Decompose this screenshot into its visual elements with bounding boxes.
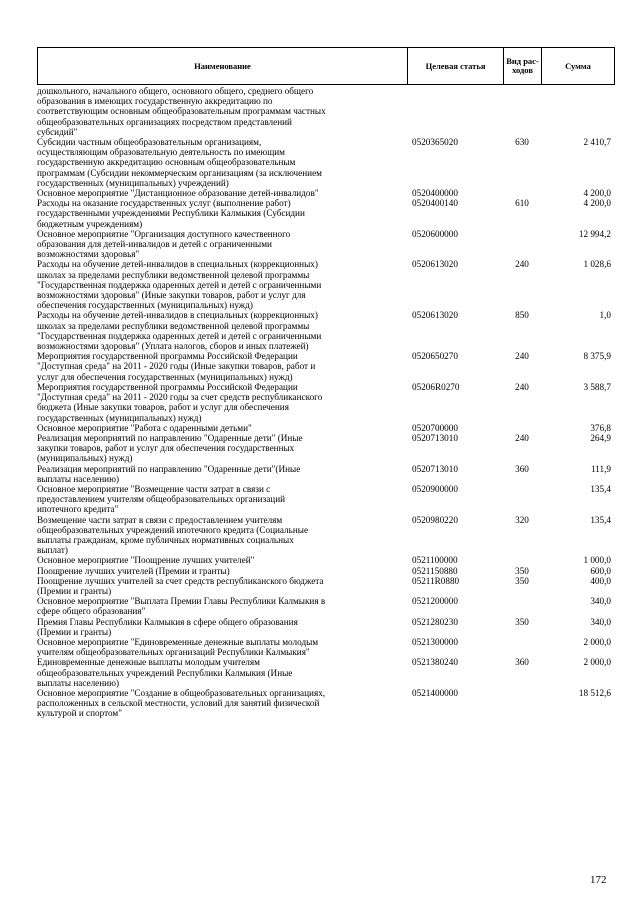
table-row (37, 637, 615, 657)
table-row (37, 464, 615, 484)
row-sum: 4 200,0 (583, 198, 611, 209)
row-sum: 2 410,7 (583, 137, 611, 148)
row-target-article: 0520365020 (412, 137, 458, 148)
table-header (37, 47, 615, 85)
row-name: Поощрение лучших учителей (Премии и гранты) (37, 565, 230, 576)
table-row (37, 555, 615, 565)
page-number: 172 (590, 874, 607, 886)
row-target-article: 0520400140 (412, 198, 458, 209)
table-row (37, 382, 615, 423)
table-row (37, 433, 615, 464)
table-row (37, 423, 615, 433)
row-name: Мероприятия государственной программы Российской Федерации "Доступная среда" на 2011 - 2020 годы (Иные закупки товаров, работ и услуг для обеспечения государственных (муниципальных) нужд) (37, 351, 316, 382)
row-name: Субсидии частным общеобразовательным организациям, осуществляющим образовательную деятельность по имеющим государственную аккредитацию основным общеобразовательным программам (Субсидии некоммерческим организациям (за исключением государственных (муниципальных) учреждений) (37, 137, 322, 188)
table-row (37, 617, 615, 637)
row-sum: 3 588,7 (583, 381, 611, 392)
row-name: Основное мероприятие "Организация доступного качественного образования для детей-инвалидов и детей с ограниченными возможностями здоровья" (37, 228, 291, 260)
row-expense-type: 350 (515, 616, 529, 627)
row-sum: 18 512,6 (578, 687, 611, 698)
row-sum: 340,0 (590, 616, 611, 627)
row-sum: 135,4 (590, 514, 611, 525)
row-sum: 135,4 (590, 483, 611, 494)
table-row (37, 576, 615, 596)
table-row (37, 259, 615, 310)
table-row (37, 688, 615, 719)
row-sum: 111,9 (591, 463, 611, 474)
table-row (37, 86, 615, 137)
row-target-article: 0520600000 (412, 228, 458, 239)
row-expense-type: 610 (515, 198, 529, 209)
row-expense-type: 350 (515, 575, 529, 586)
row-name: Возмещение части затрат в связи с предоставлением учителям общеобразовательных учреждений ипотечного кредита (Социальные выплаты гражданам, кроме публичных нормативных социальных выплат) (37, 514, 309, 556)
row-name: Основное мероприятие "Дистанционное образование детей-инвалидов" (37, 188, 319, 199)
table-row (37, 229, 615, 260)
row-target-article: 0521300000 (412, 636, 458, 647)
row-target-article: 05206R0270 (412, 381, 460, 392)
row-name: Расходы на оказание государственных услуг (выполнение работ) государственными учреждениями Республики Калмыкия (Субсидии бюджетным учреждениям) (37, 198, 305, 229)
header-expense-type: Вид рас-ходов (504, 48, 542, 84)
table-row (37, 198, 615, 229)
header-target-article: Целевая статья (408, 48, 504, 84)
row-sum: 376,8 (590, 422, 611, 433)
row-target-article: 0520613020 (412, 259, 458, 270)
row-name: Единовременные денежные выплаты молодым учителям общеобразовательных учреждений Республики Калмыкия (Иные выплаты населению) (37, 657, 293, 688)
table-row (37, 515, 615, 556)
row-expense-type: 630 (515, 137, 529, 148)
table-row (37, 657, 615, 688)
row-target-article: 0521150880 (412, 565, 458, 576)
row-name: дошкольного, начального общего, основного общего, среднего общего образования в имеющих государственную аккредитацию по соответствующим основным общеобразовательным программам частных общеобразовательных организациях посредством представлений субсидий" (37, 86, 326, 137)
row-target-article: 0520900000 (412, 483, 458, 494)
row-target-article: 0521200000 (412, 596, 458, 607)
row-expense-type: 850 (515, 310, 529, 321)
row-target-article: 0521100000 (412, 555, 458, 566)
row-name: Расходы на обучение детей-инвалидов в специальных (коррекционных) школах за пределами республики ведомственной целевой программы "Государственная поддержка одаренных детей и детей с ограниченными возможностями здоровья" (Уплата налогов, сборов и иных платежей) (37, 310, 322, 352)
row-expense-type: 240 (515, 432, 529, 443)
header-sum: Сумма (565, 60, 591, 71)
table-row (37, 484, 615, 515)
row-name: Премия Главы Республики Калмыкия в сфере общего образования (Премии и гранты) (37, 616, 298, 637)
row-name: Основное мероприятие "Работа с одаренными детьми" (37, 422, 252, 433)
table-row (37, 137, 615, 188)
row-name: Основное мероприятие "Единовременные денежные выплаты молодым учителям общеобразовательных организаций Республики Калмыкия" (37, 636, 319, 658)
table-row (37, 351, 615, 382)
row-target-article: 0520650270 (412, 351, 458, 362)
row-target-article: 0521280230 (412, 616, 458, 627)
table-body (37, 86, 615, 719)
row-sum: 1 028,6 (583, 259, 611, 270)
row-expense-type: 240 (515, 381, 529, 392)
row-name: Расходы на обучение детей-инвалидов в специальных (коррекционных) школах за пределами республики ведомственной целевой программы "Государственная поддержка одаренных детей и детей с ограниченными возможностями здоровья" (Иные закупки товаров, работ и услуг для обеспечения государственных (муниципальных) нужд) (37, 259, 322, 311)
row-sum: 2 000,0 (583, 636, 611, 647)
row-target-article: 0521380240 (412, 657, 458, 668)
row-target-article: 0520713010 (412, 463, 458, 474)
table-row (37, 188, 615, 198)
row-target-article: 05211R0880 (412, 575, 460, 586)
row-target-article: 0520613020 (412, 310, 458, 321)
row-sum: 4 200,0 (583, 188, 611, 199)
row-target-article: 0520400000 (412, 188, 458, 199)
row-target-article: 0520700000 (412, 422, 458, 433)
row-expense-type: 360 (515, 463, 529, 474)
row-name: Основное мероприятие "Создание в общеобразовательных организациях, расположенных в сельской местности, условий для занятий физической культурой и спортом" (37, 687, 326, 719)
header-name: Наименование (38, 48, 408, 84)
row-sum: 2 000,0 (583, 657, 611, 668)
row-sum: 8 375,9 (583, 351, 611, 362)
row-sum: 340,0 (590, 596, 611, 607)
table-row (37, 310, 615, 351)
row-target-article: 0520980220 (412, 514, 458, 525)
row-sum: 600,0 (590, 565, 611, 576)
row-expense-type: 240 (515, 259, 529, 270)
row-expense-type: 320 (515, 514, 529, 525)
row-name: Основное мероприятие "Выплата Премии Главы Республики Калмыкия в сфере общего образования" (37, 596, 326, 617)
row-name: Основное мероприятие "Поощрение лучших учителей" (37, 555, 255, 566)
row-name: Поощрение лучших учителей за счет средств республиканского бюджета (Премии и гранты) (37, 575, 324, 596)
row-sum: 12 994,2 (578, 228, 611, 239)
row-sum: 264,9 (590, 432, 611, 443)
row-name: Основное мероприятие "Возмещение части затрат в связи с предоставлением учителям общеобразовательных организаций ипотечного кредита" (37, 483, 286, 515)
row-name: Мероприятия государственной программы Российской Федерации "Доступная среда" на 2011 - 2020 годы за счет средств республиканского бюджета (Иные закупки товаров, работ и услуг для обеспечения государственных (муниципальных) нужд) (37, 381, 323, 423)
row-name: Реализация мероприятий по направлению "Одаренные дети"(Иные выплаты населению) (37, 463, 301, 484)
row-sum: 400,0 (590, 575, 611, 586)
row-expense-type: 240 (515, 351, 529, 362)
row-sum: 1 000,0 (583, 555, 611, 566)
table-row (37, 566, 615, 576)
row-target-article: 0520713010 (412, 432, 458, 443)
row-expense-type: 350 (515, 565, 529, 576)
row-expense-type: 360 (515, 657, 529, 668)
row-name: Реализация мероприятий по направлению "Одаренные дети" (Иные закупки товаров, работ и услуг для обеспечения государственных (муниципальных) нужд) (37, 432, 303, 464)
table-row (37, 596, 615, 616)
row-target-article: 0521400000 (412, 687, 458, 698)
row-sum: 1,0 (599, 310, 611, 321)
